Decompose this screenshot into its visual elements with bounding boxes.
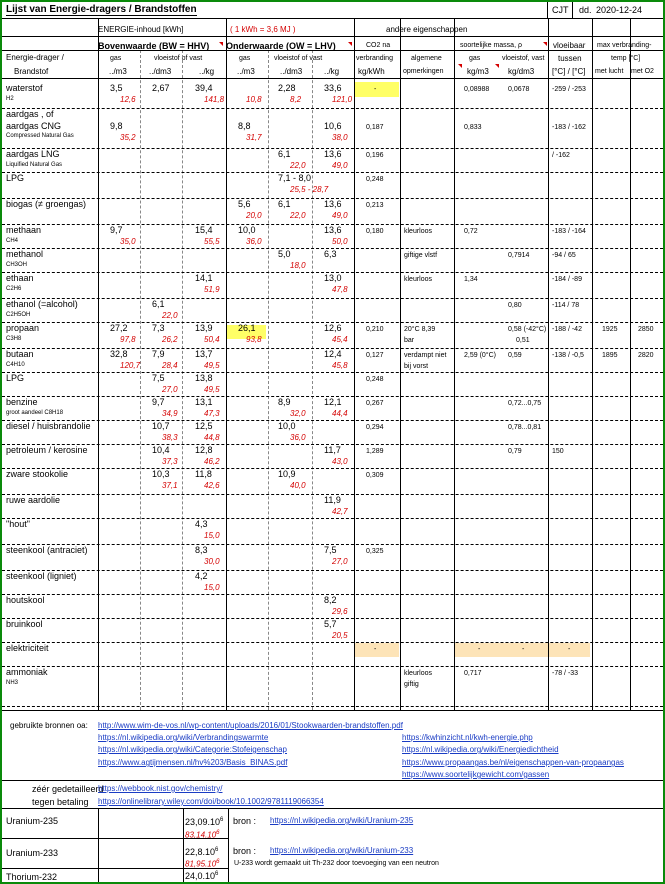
energy-value: 11,7	[324, 445, 341, 455]
energy-value: 4,3	[195, 519, 208, 529]
energy-mj-value: 22,0	[162, 311, 178, 320]
energy-mj-value: 121,0	[332, 95, 353, 104]
wiley-link[interactable]: https://onlinelibrary.wiley.com/doi/book/10.1002/9781119066354	[98, 797, 324, 806]
energy-value: 33,6	[324, 83, 342, 93]
energy-value: 12,5	[195, 421, 213, 431]
met-lucht-header: met lucht	[595, 68, 624, 75]
energy-value: 8,3	[195, 545, 208, 555]
energy-mj-value: 15,0	[204, 531, 220, 540]
energy-value: 11,9	[324, 495, 341, 505]
source-link-6[interactable]: https://nl.wikipedia.org/wiki/Energiedichtheid	[402, 745, 559, 754]
energy-value: 13,7	[195, 349, 213, 359]
energy-value: 10,4	[152, 445, 170, 455]
row-formula: C4H10	[6, 362, 25, 368]
bw-unit-kg: ../kg	[199, 67, 215, 76]
row-name: ruwe aardolie	[6, 495, 61, 505]
energy-mj-value: 10,8	[246, 95, 262, 104]
energy-mj-value: 18,0	[290, 261, 306, 270]
energy-value: 11,8	[195, 469, 212, 479]
energy-mj-value: 47,3	[204, 409, 220, 418]
source-link-1[interactable]: http://www.wim-de-vos.nl/wp-content/uploads/2016/01/Stookwaarden-brandstoffen.pdf	[98, 721, 403, 730]
vloeibaar-tussen: tussen	[558, 54, 582, 63]
energy-mj-value: 34,9	[162, 409, 178, 418]
gedetailleerd-label: zéér gedetailleerd	[32, 784, 104, 794]
energy-mj-value: 50,0	[332, 237, 348, 246]
massa-vl-value: 0,79	[508, 448, 522, 455]
energy-value: 3,5	[110, 83, 123, 93]
energy-value: 10,7	[152, 421, 170, 431]
author: CJT	[552, 5, 569, 15]
energy-value: 5,6	[238, 199, 251, 209]
energy-mj-value: 22,0	[290, 161, 306, 170]
energie-inhoud-header: ENERGIE-inhoud [kWh]	[98, 25, 184, 34]
source-link-4[interactable]: https://www.agtijmensen.nl/hv%203/Basis_BINAS.pdf	[98, 758, 288, 767]
ow-unit-dm3: ../dm3	[280, 67, 303, 76]
energy-mj-value: 42,7	[332, 507, 348, 516]
bovenwaarde-header: Bovenwaarde (BW = HHV)	[98, 41, 210, 51]
row-name: LPG	[6, 373, 25, 383]
co2-value: 0,294	[366, 424, 384, 431]
energy-mj-value: 44,4	[332, 409, 348, 418]
co2-value: 1,289	[366, 448, 384, 455]
sources-label: gebruikte bronnen oa:	[10, 721, 88, 730]
energy-mj-value: 27,0	[162, 385, 178, 394]
uranium-235-mj: 83,14.10$^6$	[185, 830, 220, 840]
energy-mj-value: 36,0	[246, 237, 262, 246]
row-formula: NH3	[6, 680, 19, 686]
col-brandstof-header: Brandstof	[14, 67, 49, 76]
co2-value: 0,127	[366, 352, 384, 359]
energy-value: 32,8	[110, 349, 128, 359]
energy-mj-value: 50,4	[204, 335, 220, 344]
row-name: waterstof	[6, 83, 43, 93]
energy-value: 15,4	[195, 225, 213, 235]
energy-value: 10,6	[324, 121, 342, 131]
energy-value: 2,67	[152, 83, 170, 93]
conversion-note: ( 1 kWh = 3,6 MJ )	[230, 25, 296, 34]
massa-vl-value: 0,78...0,81	[508, 424, 542, 431]
massa-header: soortelijke massa, ρ	[460, 42, 522, 49]
row-name: butaan	[6, 349, 34, 359]
energy-mj-value: 97,8	[120, 335, 136, 344]
max-temp-header-2: temp [°C]	[611, 55, 641, 62]
remark: giftig	[404, 681, 419, 688]
vloeibaar-value: -188 / -42	[552, 326, 582, 333]
max-temp-lucht: 1895	[602, 352, 618, 359]
max-temp-o2: 2850	[638, 326, 654, 333]
energy-mj-value: 45,8	[332, 361, 348, 370]
energy-mj-value: 27,0	[332, 557, 348, 566]
energy-mj-value: 20,0	[246, 211, 262, 220]
ow-unit-m3: ../m3	[237, 67, 255, 76]
row-formula: CH4	[6, 238, 19, 244]
energy-mj-value: 45,4	[332, 335, 348, 344]
andere-eigenschappen-header: andere eigenschappen	[386, 25, 468, 34]
betaling-label: tegen betaling	[32, 797, 89, 807]
algemene-header: algemene	[411, 55, 442, 62]
uranium-233-note: U-233 wordt gemaakt uit Th-232 door toevoeging van een neutron	[234, 860, 439, 867]
co2-value: 0,196	[366, 152, 384, 159]
energy-value: 13,0	[324, 273, 342, 283]
thorium-232-label: Thorium-232	[6, 872, 58, 882]
vloeibaar-value: -259 / -253	[552, 86, 586, 93]
bw-unit-dm3: ../dm3	[149, 67, 172, 76]
massa-vl-value: 0,59	[508, 352, 522, 359]
row-name: propaan	[6, 323, 40, 333]
energy-value: 8,2	[324, 595, 337, 605]
remark: bij vorst	[404, 363, 429, 370]
energy-value: 10,0	[278, 421, 296, 431]
energy-value: 7,5	[324, 545, 337, 555]
energy-mj-value: 40,0	[290, 481, 306, 490]
energy-mj-value: 15,0	[204, 583, 220, 592]
row-name: benzine	[6, 397, 38, 407]
co2-value: 0,248	[366, 376, 384, 383]
energy-value: 5,7	[324, 619, 337, 629]
massa-unit-kgm3: kg/m3	[467, 67, 489, 76]
energy-mj-value: 141,8	[204, 95, 225, 104]
massa-gas-value: 0,72	[464, 228, 478, 235]
energy-value: 6,1	[278, 149, 291, 159]
row-formula: C3H8	[6, 336, 22, 342]
energy-mj-value: 29,6	[332, 607, 348, 616]
energy-value: 10,3	[152, 469, 170, 479]
row-name: methanol	[6, 249, 44, 259]
max-temp-header: max verbranding-	[597, 42, 652, 49]
energy-value: 27,2	[110, 323, 128, 333]
co2-value: 0,248	[366, 176, 384, 183]
energy-mj-value: 55,5	[204, 237, 220, 246]
thorium-232-value: 24,0.10$^6$	[185, 871, 219, 881]
energy-value: 9,7	[152, 397, 165, 407]
elektriciteit-co2-highlight	[354, 643, 399, 657]
co2-value: 0,325	[366, 548, 384, 555]
co2-unit: kg/kWh	[358, 67, 385, 76]
energy-mj-value: 35,0	[120, 237, 136, 246]
massa-vl-value: 0,7914	[508, 252, 530, 259]
remark: kleurloos	[404, 276, 433, 283]
energy-mj-value: 49,5	[204, 385, 220, 394]
source-link-5[interactable]: https://kwhinzicht.nl/kwh-energie.php	[402, 733, 533, 742]
row-name: bruinkool	[6, 619, 43, 629]
energy-mj-value: 31,7	[246, 133, 262, 142]
energy-value: 12,6	[324, 323, 342, 333]
energy-value: 13,1	[195, 397, 213, 407]
vloeibaar-value: -184 / -89	[552, 276, 582, 283]
co2-value: 0,187	[366, 124, 384, 131]
energy-value: 8,9	[278, 397, 291, 407]
vloeibaar-value: -183 / -164	[552, 228, 586, 235]
remark: verdampt niet	[404, 352, 447, 359]
co2-value: 0,210	[366, 326, 384, 333]
energy-value: 13,8	[195, 373, 213, 383]
massa-gas-value: 0,833	[464, 124, 482, 131]
source-link-8[interactable]: https://www.soortelijkgewicht.com/gassen	[402, 770, 550, 779]
energy-value: 7,1 - 8,0	[278, 173, 312, 183]
energy-mj-value: 49,0	[332, 161, 348, 170]
energy-value: 13,6	[324, 149, 342, 159]
onderwaarde-header: Onderwaarde (OW = LHV)	[226, 41, 336, 51]
energy-value: 10,0	[238, 225, 256, 235]
energy-mj-value: 20,5	[332, 631, 348, 640]
massa-vl-label: vloeistof, vast	[502, 55, 545, 62]
max-temp-lucht: 1925	[602, 326, 618, 333]
energy-mj-value: 36,0	[290, 433, 306, 442]
uranium-235-link[interactable]: https://nl.wikipedia.org/wiki/Uranium-235	[270, 816, 414, 825]
row-name: ammoniak	[6, 667, 48, 677]
energy-mj-value: 38,0	[332, 133, 348, 142]
massa-vl-value: 0,51	[516, 337, 530, 344]
energy-mj-value: 32,0	[290, 409, 306, 418]
energy-value: 26,1	[238, 323, 256, 333]
row-formula: Compressed Natural Gas	[6, 133, 74, 139]
uranium-235-value: 23,09.10$^6$	[185, 817, 224, 827]
met-o2-header: met O2	[631, 68, 654, 75]
remark: giftige vlstf	[404, 252, 438, 259]
energy-value: 4,2	[195, 571, 208, 581]
bw-vloeistof-label: vloeistof of vast	[154, 55, 203, 62]
co2-value: 0,213	[366, 202, 384, 209]
date: 2020-12-24	[596, 5, 643, 15]
row-formula: groot aandeel C8H18	[6, 410, 64, 416]
vloeibaar-value: -183 / -162	[552, 124, 586, 131]
co2-header-2: verbranding	[356, 55, 393, 62]
massa-gas-value: 0,08988	[464, 86, 490, 93]
energy-mj-value: 120,7	[120, 361, 141, 370]
row-name: zware stookolie	[6, 469, 69, 479]
massa-gas-value: 0,717	[464, 670, 482, 677]
co2-value: -	[374, 86, 377, 93]
co2-value: 0,180	[366, 228, 384, 235]
vloeibaar-value: -78 / -33	[552, 670, 579, 677]
vloeibaar-value: -94 / 65	[552, 252, 576, 259]
co2-header: CO2 na	[366, 42, 391, 49]
massa-unit-kgdm3: kg/dm3	[508, 67, 535, 76]
row-name: aardgas , of	[6, 109, 54, 119]
energy-value: 10,9	[278, 469, 296, 479]
uranium-235-bron: bron :	[233, 816, 257, 826]
energy-mj-value: 42,6	[204, 481, 220, 490]
co2-value: 0,267	[366, 400, 384, 407]
energy-mj-value: 37,1	[162, 481, 178, 490]
row-formula: C2H6	[6, 286, 22, 292]
row-name: ethanol (=alcohol)	[6, 299, 78, 309]
energy-mj-value: 93,8	[246, 335, 262, 344]
row-name: biogas (≠ groengas)	[6, 199, 86, 209]
uranium-233-link[interactable]: https://nl.wikipedia.org/wiki/Uranium-233	[270, 846, 414, 855]
energy-value: 7,9	[152, 349, 165, 359]
energy-value: 6,1	[152, 299, 165, 309]
source-link-7[interactable]: https://www.propaangas.be/nl/eigenschappen-van-propaangas	[402, 758, 624, 767]
energy-value: 9,7	[110, 225, 123, 235]
vloeibaar-value: -	[568, 646, 571, 653]
opmerkingen-header: opmerkingen	[403, 68, 444, 75]
uranium-233-mj: 81,95.10$^6$	[185, 859, 220, 869]
remark: kleurloos	[404, 670, 433, 677]
energy-value: 13,6	[324, 199, 342, 209]
energy-value: 14,1	[195, 273, 213, 283]
energy-mj-value: 8,2	[290, 95, 302, 104]
energy-mj-value: 44,8	[204, 433, 220, 442]
energy-mj-value: 47,8	[332, 285, 348, 294]
vloeibaar-value: 150	[552, 448, 564, 455]
vloeibaar-header: vloeibaar	[553, 41, 586, 50]
bw-unit-m3: ../m3	[109, 67, 127, 76]
uranium-235-label: Uranium-235	[6, 816, 59, 826]
energy-mj-value: 38,3	[162, 433, 178, 442]
energy-value: 8,8	[238, 121, 251, 131]
energy-value: 7,5	[152, 373, 165, 383]
row-name: petroleum / kerosine	[6, 445, 88, 455]
max-temp-o2: 2820	[638, 352, 654, 359]
energy-mj-value: 46,2	[204, 457, 220, 466]
bw-gas-label: gas	[110, 55, 122, 62]
energy-value: 13,6	[324, 225, 342, 235]
row-name: steenkool (antraciet)	[6, 545, 88, 555]
uranium-233-label: Uranium-233	[6, 848, 59, 858]
energy-mj-value: 49,0	[332, 211, 348, 220]
energy-mj-value: 35,2	[120, 133, 136, 142]
remark: 20°C 8,39	[404, 326, 436, 333]
vloeibaar-value: -114 / 78	[552, 302, 580, 309]
energy-value: 12,8	[195, 445, 213, 455]
row-formula: Liquified Natural Gas	[6, 162, 63, 168]
co2-value: -	[374, 646, 377, 653]
energy-value: 39,4	[195, 83, 213, 93]
energy-mj-value: 43,0	[332, 457, 348, 466]
row-formula: C2H5OH	[6, 312, 31, 318]
row-name: "hout"	[6, 519, 30, 529]
massa-vl-value: 0,72...0,75	[508, 400, 542, 407]
vloeibaar-unit: [°C] / [°C]	[552, 67, 586, 76]
ow-vloeistof-label: vloeistof of vast	[274, 55, 323, 62]
energy-value: 5,0	[278, 249, 291, 259]
massa-gas-label: gas	[469, 55, 481, 62]
remark: bar	[404, 337, 415, 344]
energy-value: 12,4	[324, 349, 342, 359]
massa-vl-value: 0,58 (-42°C)	[508, 326, 547, 333]
row-name: ethaan	[6, 273, 34, 283]
energy-value: 2,28	[278, 83, 296, 93]
col-drager-header: Energie-drager /	[6, 53, 64, 62]
row-name: houtskool	[6, 595, 45, 605]
ow-gas-label: gas	[239, 55, 251, 62]
energy-mj-value: 30,0	[204, 557, 220, 566]
date-label: dd.	[579, 5, 592, 15]
energy-mj-value: 51,9	[204, 285, 220, 294]
ow-unit-kg: ../kg	[324, 67, 340, 76]
remark: kleurloos	[404, 228, 433, 235]
vloeibaar-value: -138 / -0,5	[552, 352, 584, 359]
row-name: elektriciteit	[6, 643, 49, 653]
nist-link[interactable]: https://webbook.nist.gov/chemistry/	[98, 784, 223, 793]
row-name: methaan	[6, 225, 42, 235]
row-name: steenkool (ligniet)	[6, 571, 77, 581]
row-formula: H2	[6, 96, 14, 102]
row-name: LPG	[6, 173, 25, 183]
energy-value: 9,8	[110, 121, 123, 131]
row-name: aardgas LNG	[6, 149, 60, 159]
energy-value: 13,9	[195, 323, 213, 333]
energy-value: 7,3	[152, 323, 165, 333]
energy-mj-value: 12,6	[120, 95, 136, 104]
vloeibaar-value: / -162	[552, 152, 570, 159]
page-title: Lijst van Energie-dragers / Brandstoffen	[6, 4, 197, 15]
uranium-233-bron: bron :	[233, 846, 257, 856]
massa-vl-value: 0,0678	[508, 86, 530, 93]
massa-gas-value: 1,34	[464, 276, 478, 283]
waterstof-co2-highlight	[354, 82, 399, 97]
row-name: aardgas CNG	[6, 121, 62, 131]
massa-vl-value: 0,80	[508, 302, 522, 309]
source-link-2[interactable]: https://nl.wikipedia.org/wiki/Verbrandingswarmte	[98, 733, 269, 742]
energy-value: 6,3	[324, 249, 337, 259]
energy-value: 6,1	[278, 199, 291, 209]
energy-mj-value: 26,2	[162, 335, 178, 344]
energy-mj-value: 25,5 - 28,7	[290, 185, 329, 194]
co2-value: 0,309	[366, 472, 384, 479]
energy-mj-value: 22,0	[290, 211, 306, 220]
energy-mj-value: 37,3	[162, 457, 178, 466]
energy-mj-value: 49,5	[204, 361, 220, 370]
source-link-3[interactable]: https://nl.wikipedia.org/wiki/Categorie:Stofeigenschap	[98, 745, 287, 754]
massa-gas-value: -	[478, 646, 481, 653]
uranium-233-value: 22,8.10$^6$	[185, 847, 219, 857]
massa-gas-value: 2,59 (0°C)	[464, 352, 496, 359]
energy-mj-value: 28,4	[162, 361, 178, 370]
massa-vl-value: -	[522, 646, 525, 653]
row-formula: CH3OH	[6, 262, 28, 268]
row-name: diesel / huisbrandolie	[6, 421, 91, 431]
energy-value: 12,1	[324, 397, 342, 407]
